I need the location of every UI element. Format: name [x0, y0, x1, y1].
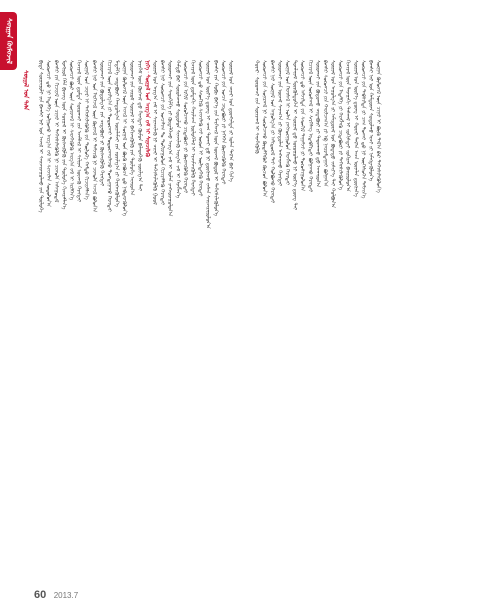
right-column-body — [252, 60, 381, 540]
text-line: ᠰᠤᠷᠤᠭᠴᠢ ᠳ᠋ᠤ ᠠᠮᠵᠢᠯᠲᠠ ᠶᠢᠨ ᠰᠡᠳᠬᠢᠯ ᠲᠠᠭᠠᠮᠵᠢ ᠶᠢ ᠲᠤᠷᠤᠰᠢᠭᠤᠯᠤᠨ᠎ᠠ — [299, 60, 306, 192]
text-line: ᠰᠤᠷᠤᠭᠴᠢ ᠶᠢᠨ ᠪᠣᠳᠤᠯᠭ᠎ᠠ ᠶᠢᠨ ᠴᠢᠳᠠᠪᠤᠷᠢ ᠶᠢ ᠬᠥᠭᠵᠢᠭᠦᠯᠬᠦ ᠬᠡᠷᠡᠭᠲᠡᠢ — [98, 60, 105, 187]
text-line: ᠪᠠᠭᠰᠢ ᠨᠠᠷ ᠤᠨ ᠬᠠᠮᠲᠤᠷᠠᠨ ᠰᠤᠳᠤᠯᠬᠤ ᠡᠷᠴᠢ ᠶᠢ ᠨᠡᠮᠡᠭᠳᠡᠭᠦᠯᠦᠨ᠎ᠡ — [367, 60, 374, 182]
text-line: ᠰᠤᠷᠭᠠᠯ ᠤᠨ ᠬᠡᠷᠡᠭᠰᠡᠯ ᠢ ᠣᠯᠠᠨ ᠶᠠᠩᠵᠤᠷᠠᠭᠤᠯᠤᠨ ᠬᠡᠷᠡᠭᠯᠡᠬᠦ ᠬᠡᠷᠡᠭᠲᠡᠢ — [283, 60, 290, 186]
issue-date: 2013.7 — [53, 591, 79, 600]
text-line: ᠰᠤᠷᠤᠭᠴᠢ ᠪᠦᠷ ᠦᠨ ᠰᠣᠨᠢᠷᠬᠠᠯ ᠢ ᠰᠡᠷᠡᠭᠡᠭᠦᠯᠬᠦ ᠠᠷᠭ᠎ᠠ ᠵᠠᠮ ᠢ ᠡᠷᠢᠯᠬᠡᠨ᠎ᠡ — [67, 60, 74, 201]
text-line: ᠰᠤᠷᠤᠭᠴᠢ ᠶᠢᠨ ᠦᠵᠡᠯ ᠰᠠᠨᠠᠭ᠎ᠠ ᠶᠢ ᠬᠦᠨᠳᠦᠯᠡᠨ ᠠᠩᠬᠠᠷᠬᠤ ᠬᠡᠷᠡᠭᠲᠡᠢ — [276, 60, 283, 187]
text-line: ᠬᠣᠶᠠᠷ᠂ ᠰᠤᠷᠤᠭᠴᠢ ᠶᠢᠨ ᠰᠣᠨᠢᠷᠬᠠᠯ ᠢ ᠰᠡᠷᠡᠭᠡᠭᠦᠯᠬᠦ — [253, 60, 260, 154]
text-line: ᠰᠤᠷᠭᠠᠨ ᠬᠦᠮᠦᠵᠢᠯ ᠦᠨ ᠴᠢᠨᠠᠷ ᠢ ᠪᠦᠬᠦ ᠲᠠᠯ᠎ᠠ ᠪᠠᠷ ᠳᠡᠭᠡᠭᠰᠢᠯᠡᠭᠦᠯᠦᠨ᠎ᠡ — [375, 60, 382, 193]
text-line: ᠬᠢᠴᠢᠶᠡᠯ ᠦᠨ ᠤᠷᠤᠰᠬᠠᠯ ᠢ ᠰᠡᠷᠭᠡᠯᠡᠭ ᠢᠳᠡᠪᠬᠢᠲᠡᠢ ᠪᠣᠯᠭᠠᠬᠤ ᠬᠡᠷᠡᠭᠲᠡᠢ — [306, 60, 313, 193]
section-tab-label: ᠰᠤᠷᠭᠠᠨ ᠬᠦᠮᠦᠵᠢᠯ — [5, 18, 13, 64]
text-line: ᠰᠤᠷᠭᠠᠯ ᠤᠨ ᠠᠷᠭ᠎ᠠ ᠵᠠᠮ ᠢ ᠰᠢᠨᠡᠴᠢᠯᠡᠬᠦ ᠨᠢ ᠴᠢᠨᠠᠷ ᠢ ᠳᠡᠭᠡᠭᠰᠢᠯᠡᠭᠦᠯᠬᠦ ᠭᠣᠣᠯ — [151, 60, 158, 205]
text-line: ᠪᠢᠳᠡ ᠰᠤᠷᠭᠠᠭᠤᠯᠢ ᠶᠢᠨ ᠪᠠᠭᠰᠢ ᠨᠠᠷ ᠤᠨ ᠠᠵᠢᠯ ᠢ ᠰᠠᠢᠵᠢᠷᠠᠭᠤᠯᠬᠤ ᠶᠢᠨ ᠲᠥᠯᠥᠭᠡ — [37, 60, 44, 213]
text-line: ᠰᠤᠷᠤᠭᠴᠢ ᠳ᠋ᠤ ᠨᠢ ᠮᠡᠳᠡᠯᠭᠡ ᠣᠯᠭᠤᠬᠤ ᠠᠷᠭ᠎ᠠ ᠵᠠᠮ ᠢ ᠰᠢᠨᠵᠢᠯᠡᠨ ᠰᠤᠳᠤᠯᠤᠨ᠎ᠠ — [45, 60, 52, 207]
text-line: ᠰᠤᠷᠤᠭᠴᠢ ᠶᠢᠨ ᠵᠢᠷᠤᠮ ᠰᠤᠷᠭᠠᠯ ᠢ ᠪᠡᠬᠢᠵᠢᠭᠦᠯᠬᠦ ᠶᠢᠨ ᠲᠥᠯᠥᠭᠡ ᠠᠨᠠᠷᠤᠨ᠎ᠠ — [128, 60, 135, 196]
text-line: ᠮᠡᠳᠡᠯᠭᠡ ᠴᠢᠳᠠᠪᠤᠷᠢ ᠬᠠᠨᠳᠤᠯᠭ᠎ᠠ ᠦᠨᠡᠯᠡᠮᠵᠢ ᠶᠢᠨ ᠵᠣᠷᠢᠯᠭ᠎ᠠ ᠶᠢ ᠬᠡᠷᠡᠭᠵᠢᠭᠦᠯᠦᠨ᠎ᠡ — [113, 60, 120, 208]
text-line: ᠰᠤᠷᠤᠭᠴᠢ ᠶᠢᠨ ᠡᠷᠬᠢᠮ ᠰᠤᠷᠤᠯᠴᠠᠬᠤ ᠴᠢᠳᠠᠪᠤᠷᠢ ᠶᠢ ᠬᠥᠭᠵᠢᠭᠦᠯᠬᠦ ᠬᠡᠷᠡᠭᠲᠡᠢ — [181, 60, 188, 194]
text-line: ᠰᠤᠷᠭᠠᠯ ᠤᠨ ᠦᠷ᠎ᠡ ᠳ᠋ᠦᠩ ᠢ ᠴᠠᠭ ᠲᠤᠬᠠᠢ ᠳ᠋ᠤ ᠨᠢ ᠳ᠋ᠦᠭᠨᠡᠵᠦ ᠵᠠᠰᠠᠨ ᠰᠠᠢᠵᠢᠷᠠᠭᠤᠯᠤᠨ᠎ᠠ — [204, 60, 211, 229]
text-line: ᠰᠤᠷᠤᠭᠴᠢ ᠶᠢᠨ ᠳᠠᠪᠰᠢᠯᠲᠠ ᠶᠢ ᠴᠠᠭ ᠲᠤᠬᠠᠢ ᠳ᠋ᠤ ᠨᠢ ᠥᠭᠡᠰᠦᠭᠡᠨ ᠳᠡᠮᠵᠢᠨ᠎ᠡ — [359, 60, 366, 199]
text-line: ᠪᠠᠭᠰᠢ ᠶᠢᠨ ᠬᠤᠪᠢ ᠪᠡᠶ᠎ᠡ ᠶᠢᠨ ᠮᠡᠷᠭᠡᠵᠢᠯ ᠦᠨ ᠦᠵᠡᠯ ᠪᠣᠳᠤᠯ ᠢ ᠳᠡᠭᠡᠭᠰᠢᠯᠡᠭᠦᠯᠦᠨ᠎ᠡ — [212, 60, 219, 217]
left-column-body — [36, 60, 233, 540]
section-side-label: ᠰᠤᠷᠭᠠᠯ ᠤᠨ ᠲᠠᠯᠠ — [22, 70, 29, 111]
text-line: ᠰᠤᠷᠤᠭᠴᠢ ᠶᠢᠨ ᠪᠣᠳᠤᠬᠤ ᠴᠢᠳᠠᠪᠤᠷᠢ ᠶᠢ ᠳᠠᠳᠬᠠᠬᠤ ᠳ᠋ᠤ ᠠᠨᠬᠠᠷᠤᠨ᠎ᠠ — [314, 60, 321, 188]
right-text-column — [252, 60, 452, 540]
text-line: ᠪᠠᠭᠰᠢ ᠶᠢᠨ ᠬᠢᠴᠢᠶᠡᠯ ᠦᠨ ᠴᠢᠨᠠᠷ ᠢ ᠳᠡᠭᠡᠭᠰᠢᠯᠡᠭᠦᠯᠬᠦ ᠨᠢ ᠴᠢᠬᠤᠯᠠ ᠠᠰᠠᠭᠤᠳᠠᠯ — [52, 60, 59, 203]
text-line: ᠬᠢᠴᠢᠶᠡᠯ ᠦᠨ ᠳ᠋ᠤᠮᠳ᠋ᠠ ᠰᠤᠷᠤᠭᠴᠢ ᠶᠢᠨ ᠡᠵᠡᠮᠰᠢᠯ ᠢ ᠰᠢᠯᠭᠠᠨ ᠦᠵᠡᠬᠦ ᠬᠡᠷᠡᠭᠲᠡᠢ — [75, 60, 82, 203]
text-line: ᠰᠤᠷᠭᠠᠨ ᠬᠦᠮᠦᠵᠢᠯ ᠦᠨ ᠠᠵᠢᠯ ᠢ ᠰᠤᠷᠭᠠᠯ ᠤᠨ ᠪᠦᠬᠦ ᠶᠠᠪᠤᠴᠠ ᠳ᠋ᠤ ᠨᠡᠪᠲᠡᠷᠡᠭᠦᠯᠦᠨ᠎ᠡ — [121, 60, 128, 217]
page-number: 60 — [34, 589, 47, 601]
text-line: ᠰᠤᠷᠤᠭᠴᠢ ᠶᠢᠨ ᠮᠡᠳᠡᠯᠭᠡ ᠶᠢ ᠬᠡᠷᠡᠭᠯᠡᠬᠦ ᠴᠢᠳᠠᠪᠤᠷᠢ ᠶᠢ ᠳᠡᠭᠡᠭᠰᠢᠯᠡᠭᠦᠯᠦᠨ᠎ᠡ — [337, 60, 344, 191]
text-line: ᠬᠢᠴᠢᠶᠡᠯ ᠦᠨ ᠳ᠋ᠤᠮᠳ᠋ᠠᠬᠢ ᠬᠠᠷᠢᠯᠴᠠᠨ ᠨᠥᠯᠥᠭᠡᠯᠡᠯ ᠢ ᠡᠷᠴᠢᠮᠵᠢᠭᠦᠯᠬᠦ ᠬᠡᠷᠡᠭᠲᠡᠢ — [189, 60, 196, 196]
text-line: ᠰᠤᠷᠤᠭᠴᠢ ᠳ᠋ᠤ ᠰᠡᠳᠬᠢᠬᠦ ᠰᠢᠨᠵᠢᠯᠡᠬᠦ ᠵᠠᠢ ᠣᠷᠣᠨ ᠢ ᠦᠯᠡᠳᠡᠭᠡᠬᠦ ᠬᠡᠷᠡᠭᠲᠡᠢ — [197, 60, 204, 197]
text-line: ᠨᠡᠶᠢᠭᠡᠮ ᠦᠨ ᠬᠥᠭᠵᠢᠯ ᠳ᠋ᠦ ᠬᠡᠷᠡᠭᠲᠡᠢ ᠬᠦᠮᠦᠨ ᠪᠡᠯᠡᠳᠭᠡᠬᠦ ᠵᠣᠷᠢᠯᠭ᠎ᠠ ᠲᠠᠢ — [136, 60, 143, 192]
text-line: ᠪᠠᠭᠰᠢ ᠨᠠᠷ ᠰᠤᠷᠭᠠᠯ ᠤᠨ ᠠᠭᠤᠯᠭ᠎ᠠ ᠶᠢ ᠠᠮᠢᠳᠤᠷᠠᠯ ᠲᠠᠢ ᠬᠣᠯᠪᠣᠬᠤ ᠬᠡᠷᠡᠭᠲᠡᠢ — [268, 60, 275, 204]
text-line: ᠬᠢᠴᠢᠶᠡᠯ ᠦᠨ ᠵᠣᠷᠢᠯᠭ᠎ᠠ ᠶᠢ ᠲᠣᠳᠤᠷᠬᠠᠢ ᠲᠣᠳᠤᠷᠬᠠᠢᠯᠠᠵᠤ ᠲᠣᠭᠲᠠᠭᠠᠬᠤ ᠬᠡᠷᠡᠭᠲᠡᠢ — [105, 60, 112, 212]
text-line: ᠬᠠᠮᠲᠤ ᠪᠠᠷ ᠰᠤᠷᠤᠯᠴᠠᠬᠤ ᠰᠤᠳᠤᠯᠤᠨ ᠰᠢᠨᠵᠢᠯᠡᠬᠦ ᠠᠷᠭ᠎ᠠ ᠵᠠᠮ ᠢ ᠬᠡᠷᠡᠭᠯᠡᠨ᠎ᠡ — [174, 60, 181, 199]
left-text-column — [36, 60, 242, 540]
section-heading: ᠨᠢᠭᠡ᠂ ᠰᠤᠷᠭᠠᠯ ᠤᠨ ᠠᠷᠭ᠎ᠠ ᠵᠠᠮ ᠢ ᠰᠢᠨᠡᠴᠢᠯᠡᠬᠦ — [143, 60, 150, 157]
text-line: ᠰᠤᠷᠭᠠᠯ ᠤᠨ ᠦᠷ᠎ᠡ ᠳ᠋ᠦᠩ ᠢ ᠬᠣᠶᠠᠷ ᠲᠠᠯ᠎ᠠ ᠠᠴᠠ ᠦᠨᠡᠯᠡᠨ ᠳ᠋ᠦᠭᠨᠡᠨ᠎ᠡ — [352, 60, 359, 197]
text-line: ᠰᠤᠷᠭᠠᠯ ᠤᠨ ᠴᠢᠨᠠᠷ ᠢ ᠳᠡᠭᠡᠭᠰᠢᠯᠡᠭᠦᠯᠬᠦ ᠶᠢᠨ ᠲᠥᠯᠥᠭᠡ ᠬᠠᠮᠲᠤ ᠬᠢᠴᠢᠶᠡᠯᠯᠡᠨ᠎ᠡ — [83, 60, 90, 200]
text-line: ᠪᠠᠭᠰᠢ ᠰᠤᠷᠤᠭᠴᠢ ᠶᠢᠨ ᠬᠠᠷᠢᠯᠴᠠᠭ᠎ᠠ ᠶᠢ ᠡᠪ ᠨᠠᠢᠷᠠᠮᠳᠠᠭᠠᠢ ᠪᠣᠯᠭᠠᠨ᠎ᠠ — [321, 60, 328, 187]
text-line: ᠪᠠᠭᠰᠢ ᠨᠠᠷ ᠤᠨ ᠮᠡᠷᠭᠡᠵᠢᠯ ᠦᠨ ᠬᠥᠭᠵᠢᠯ ᠢ ᠳᠡᠮᠵᠢᠬᠦ ᠨᠢ ᠴᠢᠬᠤᠯᠠ ᠠᠵᠢᠯ ᠪᠣᠯᠤᠨ᠎ᠠ — [90, 60, 97, 213]
text-line: ᠰᠤᠷᠭᠠᠯ ᠤᠨ ᠴᠢᠨᠠᠷ ᠤᠨ ᠳ᠋ᠦᠩᠨᠡᠯᠲᠡ ᠶᠢ ᠣᠯᠠᠨ ᠲᠠᠯ᠎ᠠ ᠪᠠᠷ ᠬᠢᠨ᠎ᠡ — [227, 60, 234, 182]
text-line: ᠰᠤᠷᠭᠠᠯ ᠤᠨ ᠠᠭᠤᠯᠭ᠎ᠠ ᠶᠢ ᠠᠮᠢᠳᠤᠷᠠᠯ ᠤᠨ ᠪᠣᠳᠠᠲᠤ ᠵᠢᠱᠢᠶ᠎ᠡ ᠲᠡᠢ ᠬᠣᠯᠪᠣᠨ᠎ᠠ — [329, 60, 336, 209]
text-line: ᠰᠤᠷᠤᠭᠴᠢ ᠶᠢᠨ ᠣᠨᠴᠠ ᠴᠢᠳᠠᠪᠤᠷᠢ ᠶᠢ ᠨᠡᠭᠡᠭᠡᠨ ᠬᠥᠭᠵᠢᠭᠦᠯᠬᠦ ᠬᠡᠷᠡᠭᠲᠡᠢ — [219, 60, 226, 185]
page-footer — [34, 585, 78, 599]
text-line: ᠪᠠᠭᠰᠢ ᠨᠠᠷ ᠰᠤᠷᠤᠭᠴᠢ ᠶᠢᠨ ᠣᠨᠴᠠᠯᠢᠭ ᠲᠤ ᠲᠣᠬᠢᠷᠠᠭᠤᠯᠤᠨ ᠬᠢᠴᠢᠶᠡᠯᠯᠡᠬᠦ ᠬᠡᠷᠡᠭᠲᠡᠢ — [159, 60, 166, 206]
text-line: ᠰᠤᠷᠤᠭᠴᠢ ᠶᠢᠨ ᠰᠡᠳᠬᠢᠯᠭᠡ ᠶᠢ ᠬᠥᠳᠡᠯᠭᠡᠵᠦ ᠠᠷᠭ᠎ᠠ ᠵᠠᠮ ᠢ ᠣᠯᠠᠨ ᠶᠠᠩᠵᠤᠷᠠᠭᠤᠯᠤᠨ᠎ᠠ — [166, 60, 173, 217]
text-line: ᠰᠤᠷᠤᠭᠴᠢ ᠶᠢᠨ ᠰᠣᠨᠢᠷᠬᠠᠯ ᠨᠢ ᠰᠤᠷᠤᠯᠴᠠᠬᠤ ᠬᠥᠳᠡᠯᠭᠡᠭᠦᠷ ᠬᠦᠴᠦᠨ ᠪᠣᠯᠤᠨ᠎ᠠ — [261, 60, 268, 198]
text-line: ᠲᠣᠭᠯᠠᠭᠠᠮ ᠮᠦᠷᠭᠦᠯᠳᠦᠭᠡᠨ ᠢ ᠰᠤᠷᠭᠠᠯ ᠳ᠋ᠤ ᠣᠷᠣᠭᠤᠯᠬᠤ ᠨᠢ ᠦᠷ᠎ᠡ ᠳ᠋ᠦᠩ ᠲᠡᠢ — [291, 60, 298, 211]
text-line: ᠬᠢᠴᠢᠶᠡᠯ ᠦᠨ ᠳᠠᠷᠠᠭᠠᠬᠢ ᠳᠠᠰᠬᠠᠯ ᠢ ᠵᠣᠬᠢᠰᠲᠠᠢ ᠵᠣᠬᠢᠶᠠᠨ ᠪᠠᠢᠭᠤᠯᠤᠨ᠎ᠠ — [344, 60, 351, 192]
text-line: ᠮᠣᠩᠭᠣᠯ ᠬᠡᠯᠡ ᠪᠢᠴᠢᠭ ᠦᠨ ᠰᠤᠷᠭᠠᠯ ᠢ ᠬᠥᠭᠵᠢᠭᠦᠯᠬᠦ ᠶᠢᠨ ᠲᠥᠯᠥᠭᠡ ᠬᠢᠴᠢᠶᠡᠯᠯᠡᠨ᠎ᠡ — [60, 60, 67, 210]
